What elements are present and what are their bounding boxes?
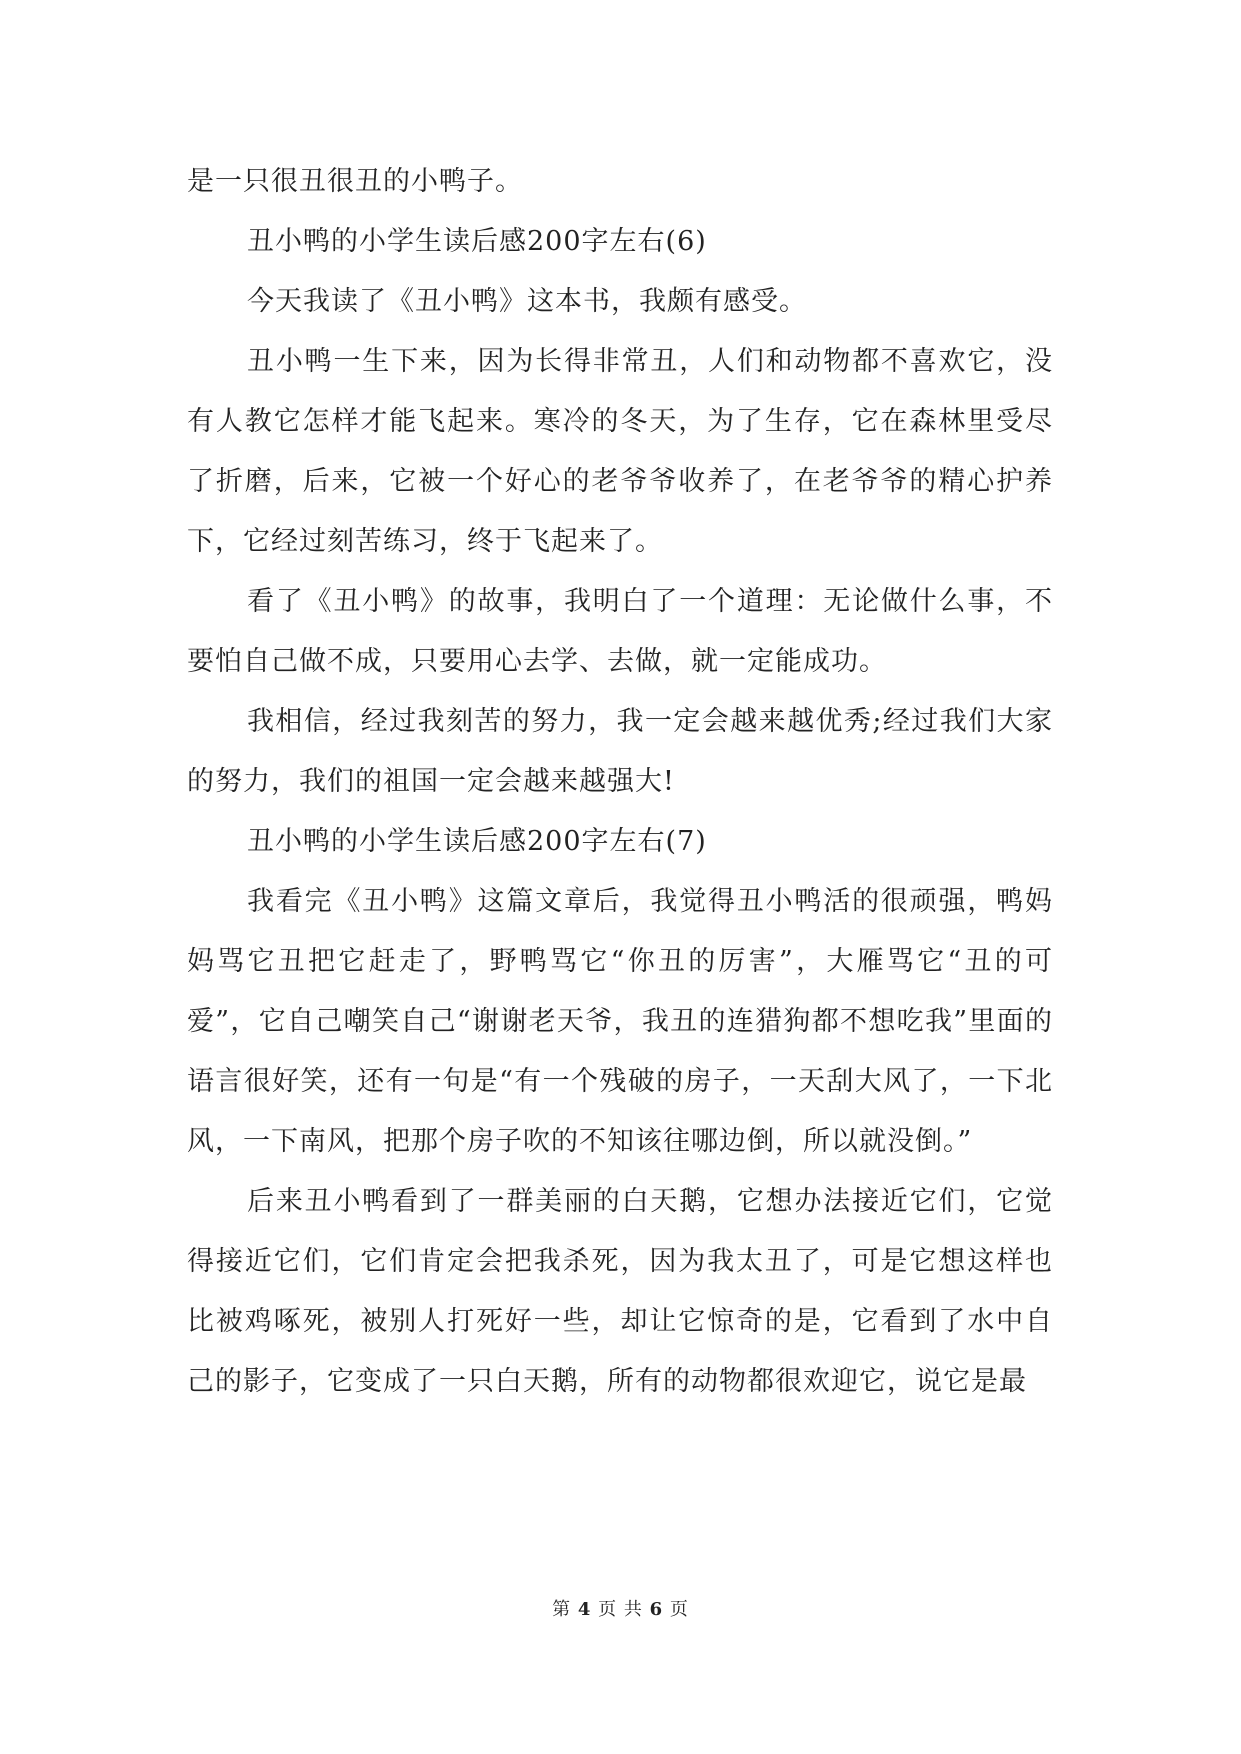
paragraph: 我相信，经过我刻苦的努力，我一定会越来越优秀;经过我们大家的努力，我们的祖国一定会越来越强大! [187, 706, 1053, 797]
paragraph-continuation: 是一只很丑很丑的小鸭子。 [187, 166, 523, 197]
footer-middle: 页 共 [598, 1599, 643, 1620]
current-page-number: 4 [577, 1599, 592, 1620]
paragraph: 丑小鸭一生下来，因为长得非常丑，人们和动物都不喜欢它，没有人教它怎样才能飞起来。寒冷的冬天，为了生存，它在森林里受尽了折磨，后来，它被一个好心的老爷爷收养了，在老爷爷的精心护养下，它经过刻苦练习，终于飞起来了。 [187, 346, 1053, 557]
paragraph: 看了《丑小鸭》的故事，我明白了一个道理：无论做什么事，不要怕自己做不成，只要用心去学、去做，就一定能成功。 [187, 586, 1053, 677]
section-heading-6: 丑小鸭的小学生读后感200字左右(6) [247, 226, 707, 257]
footer-suffix: 页 [669, 1599, 689, 1620]
paragraph: 后来丑小鸭看到了一群美丽的白天鹅，它想办法接近它们，它觉得接近它们，它们肯定会把我杀死，因为我太丑了，可是它想这样也比被鸡啄死，被别人打死好一些，却让它惊奇的是，它看到了水中自己的影子，它变成了一只白天鹅，所有的动物都很欢迎它，说它是最 [187, 1186, 1053, 1397]
section-heading-7: 丑小鸭的小学生读后感200字左右(7) [247, 826, 707, 857]
total-pages-number: 6 [649, 1599, 664, 1620]
page-footer [0, 1598, 1241, 1622]
document-body [187, 152, 1053, 1412]
footer-prefix: 第 [552, 1599, 572, 1620]
paragraph: 我看完《丑小鸭》这篇文章后，我觉得丑小鸭活的很顽强，鸭妈妈骂它丑把它赶走了，野鸭骂它“你丑的厉害”，大雁骂它“丑的可爱”，它自己嘲笑自己“谢谢老天爷，我丑的连猎狗都不想吃我”里面的语言很好笑，还有一句是“有一个残破的房子，一天刮大风了，一下北风，一下南风，把那个房子吹的不知该往哪边倒，所以就没倒。” [187, 886, 1053, 1157]
paragraph: 今天我读了《丑小鸭》这本书，我颇有感受。 [247, 286, 807, 317]
